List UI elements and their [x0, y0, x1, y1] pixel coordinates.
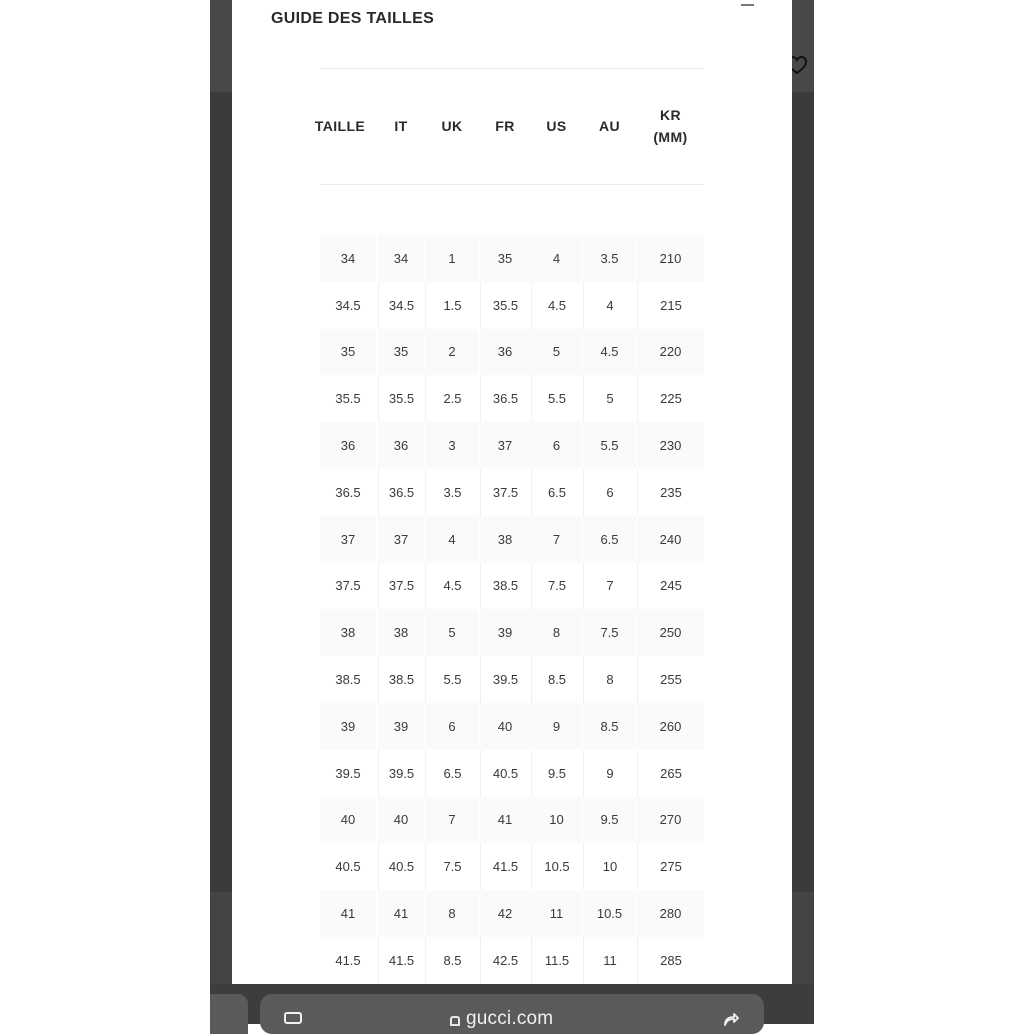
- table-header-row: [314, 68, 704, 184]
- cell-kr: 210: [637, 235, 704, 282]
- table-row: [320, 890, 704, 937]
- cell-fr: 42: [480, 890, 530, 937]
- cell-taille: 37: [320, 516, 376, 563]
- cell-taille: 39.5: [335, 765, 361, 781]
- cell-kr: 270: [637, 797, 704, 844]
- cell-uk: 8.5: [425, 937, 479, 984]
- table-row: [320, 937, 704, 984]
- cell-us: 6: [531, 422, 582, 469]
- cell-it: 35.5: [378, 375, 424, 422]
- cell-us: 4: [531, 235, 582, 282]
- table-row: [320, 282, 704, 329]
- table-row: [320, 843, 704, 890]
- cell-it: 36.5: [378, 469, 424, 516]
- cell-uk: 7.5: [425, 843, 479, 890]
- cell-au: 7.5: [583, 609, 636, 656]
- table-row: [320, 656, 704, 703]
- cell-it: 37.5: [378, 563, 424, 610]
- cell-us: 10: [531, 797, 582, 844]
- table-row: [320, 516, 704, 563]
- cell-it: 39.5: [378, 750, 424, 797]
- cell-fr: 41.5: [480, 843, 530, 890]
- table-header-rule: [320, 184, 704, 185]
- cell-it: 40: [378, 797, 424, 844]
- modal-title: GUIDE DES TAILLES: [271, 10, 435, 27]
- cell-us: 5: [531, 329, 582, 376]
- cell-kr: 220: [637, 329, 704, 376]
- cell-taille: 41: [320, 890, 376, 937]
- cell-us: 4.5: [531, 282, 582, 329]
- cell-au: 5: [583, 375, 636, 422]
- cell-taille: 41.5: [335, 952, 361, 968]
- cell-kr: 215: [637, 282, 704, 329]
- cell-uk: 5: [425, 609, 479, 656]
- cell-uk: 2.5: [425, 375, 479, 422]
- table-row: [320, 703, 704, 750]
- cell-uk: 8: [425, 890, 479, 937]
- cell-uk: 4.5: [425, 563, 479, 610]
- cell-au: 9.5: [583, 797, 636, 844]
- cell-au: 3.5: [583, 235, 636, 282]
- table-row: [320, 235, 704, 282]
- table-row: [320, 609, 704, 656]
- cell-taille: 37.5: [335, 578, 361, 594]
- table-row: [320, 375, 704, 422]
- cell-au: 8.5: [583, 703, 636, 750]
- cell-fr: 37.5: [480, 469, 530, 516]
- header-fr: FR: [495, 118, 515, 134]
- cell-au: 10: [583, 843, 636, 890]
- cell-it: 34.5: [378, 282, 424, 329]
- cell-au: 11: [583, 937, 636, 984]
- cell-taille: 38: [320, 609, 376, 656]
- cell-kr: 240: [637, 516, 704, 563]
- cell-fr: 41: [480, 797, 530, 844]
- cell-kr: 245: [637, 563, 704, 610]
- cell-uk: 4: [425, 516, 479, 563]
- cell-taille: 38.5: [335, 672, 361, 688]
- header-au: AU: [598, 118, 621, 134]
- cell-kr: 255: [637, 656, 704, 703]
- cell-taille: 39: [320, 703, 376, 750]
- cell-it: 41: [378, 890, 424, 937]
- cell-au: 10.5: [583, 890, 636, 937]
- cell-kr: 250: [637, 609, 704, 656]
- cell-it: 40.5: [378, 843, 424, 890]
- cell-fr: 35: [480, 235, 530, 282]
- header-kr-mm: KR (MM): [653, 107, 688, 145]
- cell-uk: 6.5: [425, 750, 479, 797]
- cell-au: 4: [583, 282, 636, 329]
- cell-kr: 235: [637, 469, 704, 516]
- cell-it: 38.5: [378, 656, 424, 703]
- cell-us: 10.5: [531, 843, 582, 890]
- url-text[interactable]: gucci.com: [466, 1008, 554, 1029]
- cell-fr: 37: [480, 422, 530, 469]
- header-it: IT: [394, 118, 408, 134]
- cell-fr: 39.5: [480, 656, 530, 703]
- table-body: [320, 235, 704, 984]
- cell-au: 6.5: [583, 516, 636, 563]
- cell-fr: 36.5: [480, 375, 530, 422]
- cell-it: 38: [378, 609, 424, 656]
- header-us: US: [546, 118, 567, 134]
- cell-uk: 7: [425, 797, 479, 844]
- cell-fr: 39: [480, 609, 530, 656]
- cell-us: 9.5: [531, 750, 582, 797]
- cell-kr: 225: [637, 375, 704, 422]
- cell-uk: 6: [425, 703, 479, 750]
- cell-au: 6: [583, 469, 636, 516]
- cell-it: 41.5: [378, 937, 424, 984]
- size-table: [314, 68, 704, 984]
- cell-uk: 2: [425, 329, 479, 376]
- cell-us: 9: [531, 703, 582, 750]
- cell-us: 6.5: [531, 469, 582, 516]
- cell-kr: 275: [637, 843, 704, 890]
- cell-fr: 38.5: [480, 563, 530, 610]
- table-row: [320, 797, 704, 844]
- cell-kr: 280: [637, 890, 704, 937]
- cell-uk: 3.5: [425, 469, 479, 516]
- lock-icon: [450, 1016, 460, 1026]
- cell-taille: 36: [320, 422, 376, 469]
- minus-icon: [741, 4, 754, 6]
- cell-taille: 34: [320, 235, 376, 282]
- cell-taille: 40.5: [335, 859, 361, 875]
- cell-au: 7: [583, 563, 636, 610]
- cell-it: 37: [378, 516, 424, 563]
- cell-uk: 5.5: [425, 656, 479, 703]
- table-row: [320, 750, 704, 797]
- cell-us: 7.5: [531, 563, 582, 610]
- cell-fr: 35.5: [480, 282, 530, 329]
- cell-uk: 1.5: [425, 282, 479, 329]
- phone-screen: [210, 0, 814, 1029]
- cell-kr: 265: [637, 750, 704, 797]
- size-guide-modal: [232, 0, 792, 984]
- header-taille: TAILLE: [314, 118, 366, 134]
- cell-taille: 35: [320, 329, 376, 376]
- cell-us: 8: [531, 609, 582, 656]
- table-row: [320, 563, 704, 610]
- cell-au: 8: [583, 656, 636, 703]
- header-uk: UK: [441, 118, 463, 134]
- cell-it: 35: [378, 329, 424, 376]
- browser-toolbar: [210, 984, 814, 1029]
- address-bar[interactable]: [260, 994, 764, 1034]
- cell-us: 7: [531, 516, 582, 563]
- table-row: [320, 422, 704, 469]
- cell-it: 39: [378, 703, 424, 750]
- table-row: [320, 469, 704, 516]
- cell-us: 11: [531, 890, 582, 937]
- cell-us: 11.5: [531, 937, 582, 984]
- cell-au: 5.5: [583, 422, 636, 469]
- cell-fr: 36: [480, 329, 530, 376]
- cell-fr: 40: [480, 703, 530, 750]
- cell-taille: 34.5: [335, 297, 361, 313]
- table-row: [320, 329, 704, 376]
- cell-taille: 40: [320, 797, 376, 844]
- cell-uk: 1: [425, 235, 479, 282]
- cell-taille: 35.5: [335, 391, 361, 407]
- cell-fr: 42.5: [480, 937, 530, 984]
- cell-taille: 36.5: [335, 484, 361, 500]
- share-icon[interactable]: [722, 1010, 740, 1028]
- cell-uk: 3: [425, 422, 479, 469]
- cell-it: 36: [378, 422, 424, 469]
- cell-au: 4.5: [583, 329, 636, 376]
- cell-fr: 38: [480, 516, 530, 563]
- cell-kr: 230: [637, 422, 704, 469]
- cell-kr: 285: [637, 937, 704, 984]
- tabs-icon[interactable]: [284, 1012, 302, 1024]
- cell-us: 5.5: [531, 375, 582, 422]
- close-button[interactable]: [737, 0, 761, 12]
- previous-tab-stub[interactable]: [210, 994, 248, 1034]
- cell-kr: 260: [637, 703, 704, 750]
- cell-us: 8.5: [531, 656, 582, 703]
- cell-fr: 40.5: [480, 750, 530, 797]
- cell-it: 34: [378, 235, 424, 282]
- cell-au: 9: [583, 750, 636, 797]
